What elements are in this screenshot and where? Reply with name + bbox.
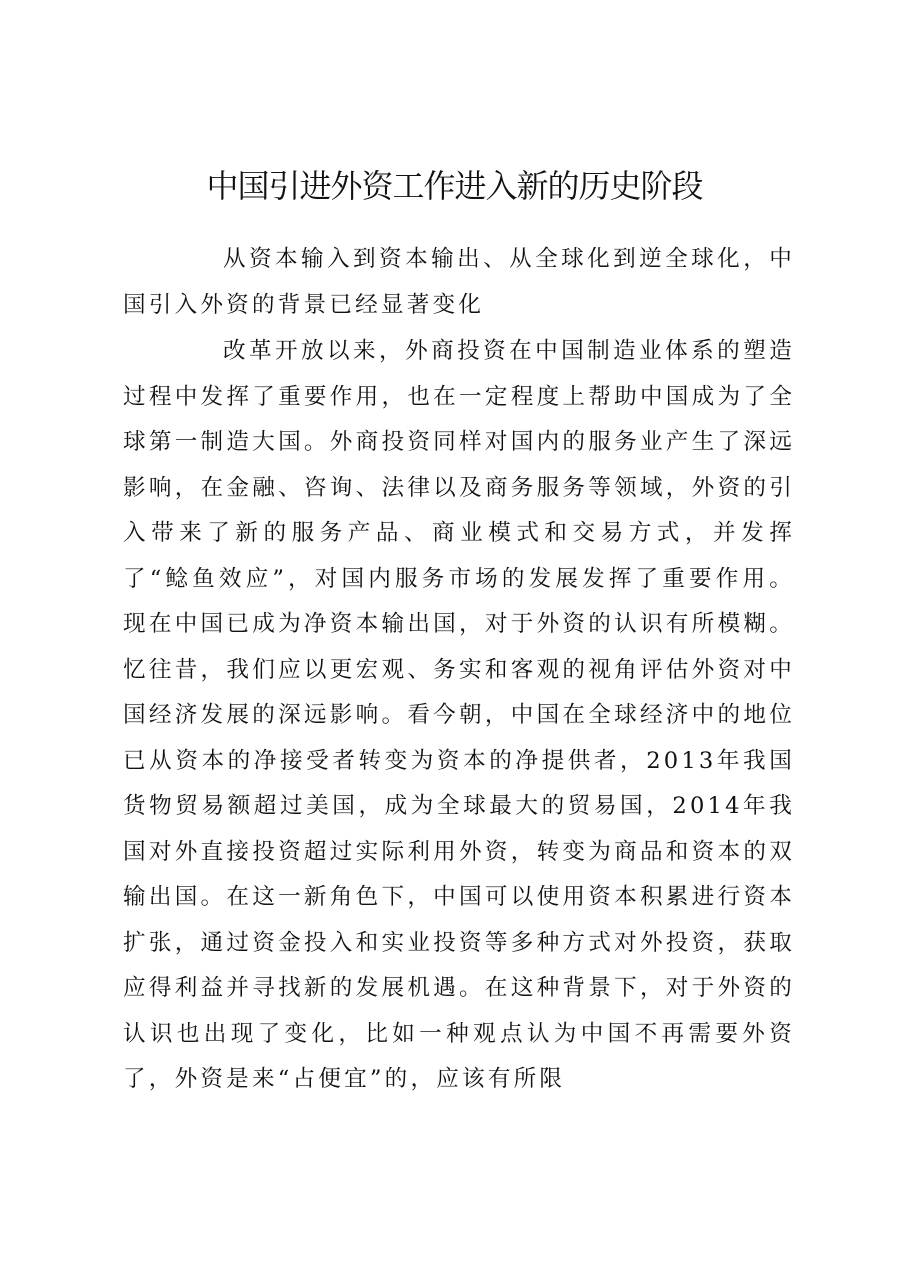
body-paragraph: 改革开放以来，外商投资在中国制造业体系的塑造过程中发挥了重要作用，也在一定程度上帮助中国成为了全球第一制造大国。外商投资同样对国内的服务业产生了深远影响，在金融、咨询、法律以及商务服务等领域，外资的引入带来了新的服务产品、商业模式和交易方式，并发挥了“鲶鱼效应”，对国内服务市场的发展发挥了重要作用。现在中国已成为净资本输出国，对于外资的认识有所模糊。忆往昔，我们应以更宏观、务实和客观的视角评估外资对中国经济发展的深远影响。看今朝，中国在全球经济中的地位已从资本的净接受者转变为资本的净提供者，2013年我国货物贸易额超过美国，成为全球最大的贸易国，2014年我国对外直接投资超过实际利用外资，转变为商品和资本的双输出国。在这一新角色下，中国可以使用资本积累进行资本扩张，通过资金投入和实业投资等多种方式对外投资，获取应得利益并寻找新的发展机遇。在这种背景下，对于外资的认识也出现了变化，比如一种观点认为中国不再需要外资了，外资是来“占便宜”的，应该有所限 — [123, 338, 795, 1092]
subheading-block — [123, 237, 795, 328]
body-block — [123, 329, 795, 1103]
subheading-paragraph: 从资本输入到资本输出、从全球化到逆全球化，中国引入外资的背景已经显著变化 — [123, 246, 795, 318]
page-title: 中国引进外资工作进入新的历史阶段 — [206, 167, 703, 205]
